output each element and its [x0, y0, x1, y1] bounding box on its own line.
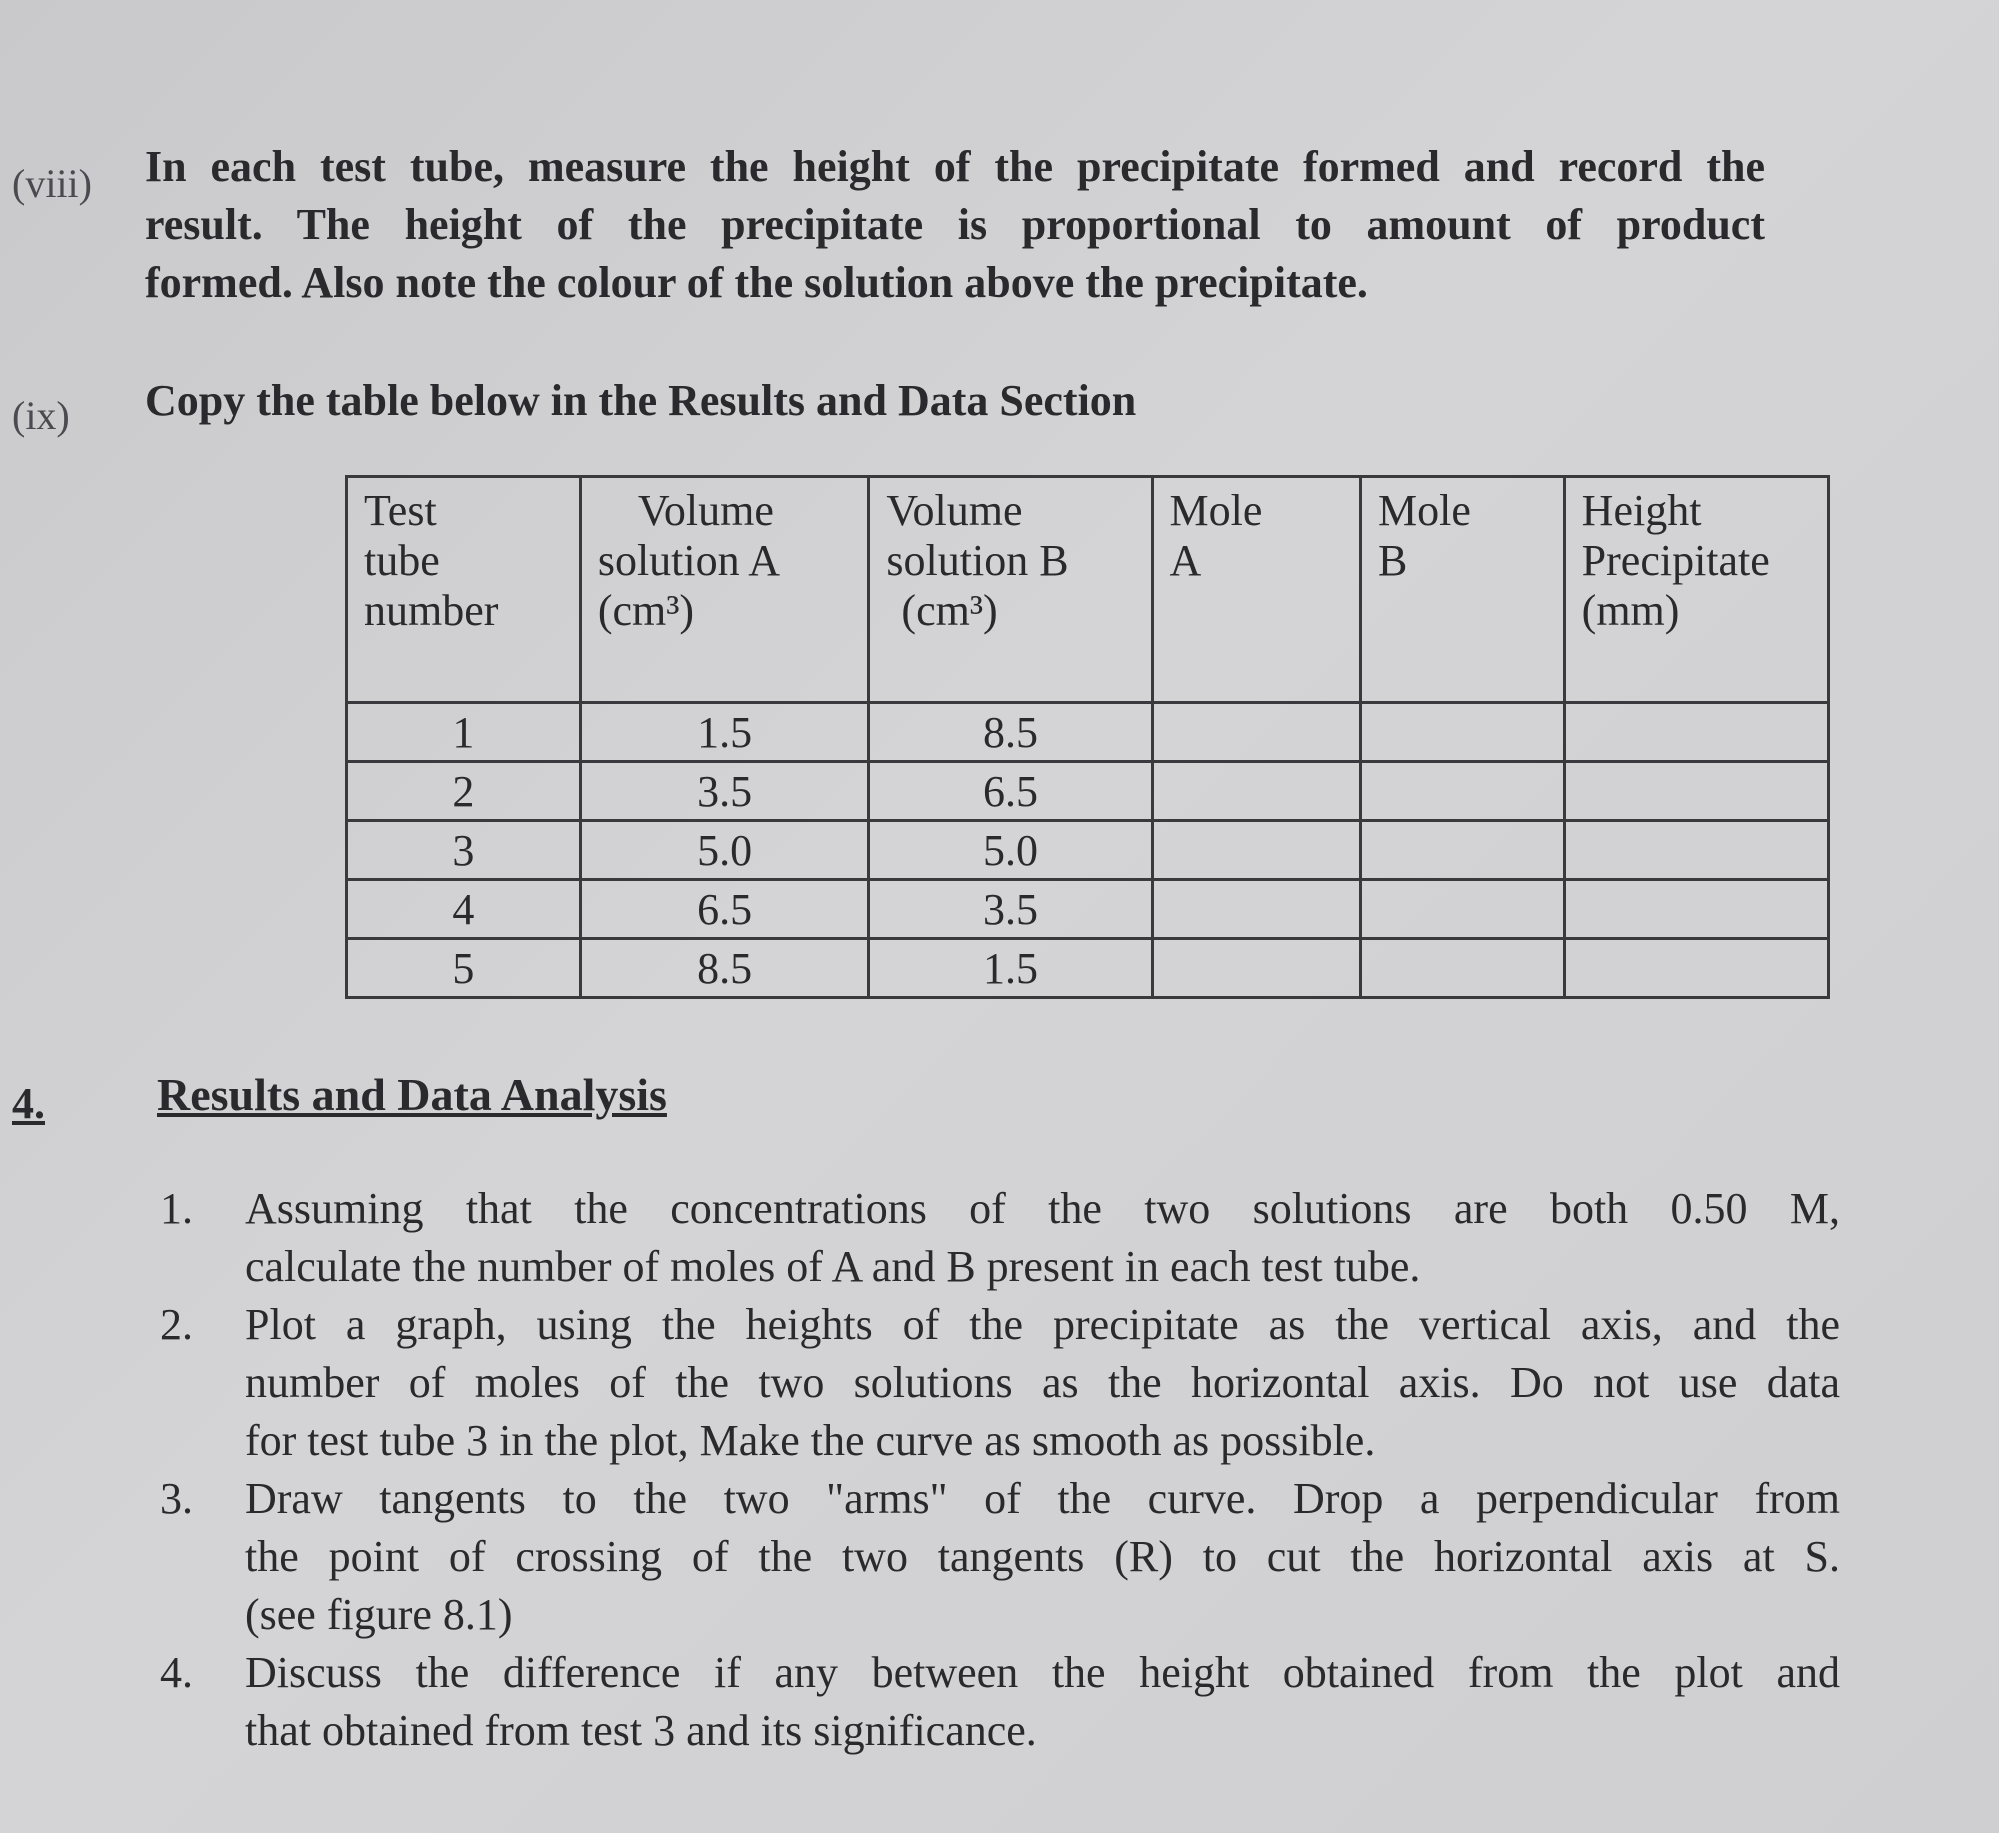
- list-item-line: for test tube 3 in the plot, Make the curve as smooth as possible.: [245, 1416, 1376, 1465]
- cell-mole-b: [1361, 939, 1565, 998]
- section-title: Results and Data Analysis: [157, 1069, 667, 1120]
- cell-volume-b: 5.0: [869, 821, 1152, 880]
- cell-test-tube: 5: [347, 939, 581, 998]
- header-mole-b: Mole B: [1361, 477, 1565, 703]
- cell-mole-a: [1152, 821, 1361, 880]
- step-viii-label: (viii): [12, 161, 92, 206]
- cell-volume-b: 1.5: [869, 939, 1152, 998]
- table-row: [347, 880, 1829, 939]
- cell-test-tube: 4: [347, 880, 581, 939]
- cell-mole-b: [1361, 880, 1565, 939]
- cell-volume-a: 6.5: [580, 880, 869, 939]
- cell-height: [1564, 762, 1828, 821]
- list-item: [160, 1644, 1840, 1760]
- table-row: [347, 762, 1829, 821]
- header-volume-solution-b: Volume solution B (cm³): [869, 477, 1152, 703]
- cell-mole-b: [1361, 703, 1565, 762]
- step-ix-text: Copy the table below in the Results and Data Section: [145, 376, 1137, 425]
- header-height-precipitate: Height Precipitate (mm): [1564, 477, 1828, 703]
- header-mole-a: Mole A: [1152, 477, 1361, 703]
- cell-test-tube: 2: [347, 762, 581, 821]
- list-item-line: Plot a graph, using the heights of the precipitate as the vertical axis, and the: [245, 1300, 1840, 1349]
- cell-mole-a: [1152, 762, 1361, 821]
- list-item-line: number of moles of the two solutions as the horizontal axis. Do not use data: [245, 1358, 1840, 1407]
- cell-test-tube: 1: [347, 703, 581, 762]
- step-viii-paragraph: [145, 138, 1765, 312]
- cell-height: [1564, 703, 1828, 762]
- step-ix-label: (ix): [12, 393, 70, 438]
- section-number: 4.: [12, 1079, 45, 1128]
- list-item: [160, 1296, 1840, 1470]
- table-header-row: [347, 477, 1829, 703]
- cell-volume-a: 3.5: [580, 762, 869, 821]
- list-item-number: 3.: [160, 1474, 193, 1523]
- list-item-line: calculate the number of moles of A and B present in each test tube.: [245, 1242, 1421, 1291]
- header-volume-solution-a: Volume solution A (cm³): [580, 477, 869, 703]
- cell-volume-b: 3.5: [869, 880, 1152, 939]
- cell-volume-a: 5.0: [580, 821, 869, 880]
- cell-mole-a: [1152, 703, 1361, 762]
- list-item-line: the point of crossing of the two tangents (R) to cut the horizontal axis at S.: [245, 1532, 1840, 1581]
- cell-mole-a: [1152, 939, 1361, 998]
- cell-height: [1564, 821, 1828, 880]
- cell-volume-a: 8.5: [580, 939, 869, 998]
- cell-volume-b: 6.5: [869, 762, 1152, 821]
- table-row: [347, 703, 1829, 762]
- cell-mole-b: [1361, 821, 1565, 880]
- list-item-line: Discuss the difference if any between the height obtained from the plot and: [245, 1648, 1840, 1697]
- list-item-line: Draw tangents to the two "arms" of the curve. Drop a perpendicular from: [245, 1474, 1840, 1523]
- cell-volume-a: 1.5: [580, 703, 869, 762]
- analysis-list: [160, 1180, 1840, 1760]
- table-row: [347, 939, 1829, 998]
- cell-test-tube: 3: [347, 821, 581, 880]
- results-table: [345, 475, 1830, 999]
- step-viii-line: In each test tube, measure the height of the precipitate formed and record the: [145, 142, 1765, 191]
- cell-height: [1564, 880, 1828, 939]
- list-item-number: 4.: [160, 1648, 193, 1697]
- step-viii-line: result. The height of the precipitate is proportional to amount of product: [145, 200, 1765, 249]
- list-item-line: Assuming that the concentrations of the two solutions are both 0.50 M,: [245, 1184, 1840, 1233]
- list-item: [160, 1470, 1840, 1644]
- list-item-number: 2.: [160, 1300, 193, 1349]
- list-item-number: 1.: [160, 1184, 193, 1233]
- step-viii-line: formed. Also note the colour of the solution above the precipitate.: [145, 258, 1368, 307]
- list-item-line: that obtained from test 3 and its significance.: [245, 1706, 1037, 1755]
- table-row: [347, 821, 1829, 880]
- list-item-line: (see figure 8.1): [245, 1590, 513, 1639]
- cell-height: [1564, 939, 1828, 998]
- cell-volume-b: 8.5: [869, 703, 1152, 762]
- cell-mole-b: [1361, 762, 1565, 821]
- list-item: [160, 1180, 1840, 1296]
- header-test-tube-number: Test tube number: [347, 477, 581, 703]
- cell-mole-a: [1152, 880, 1361, 939]
